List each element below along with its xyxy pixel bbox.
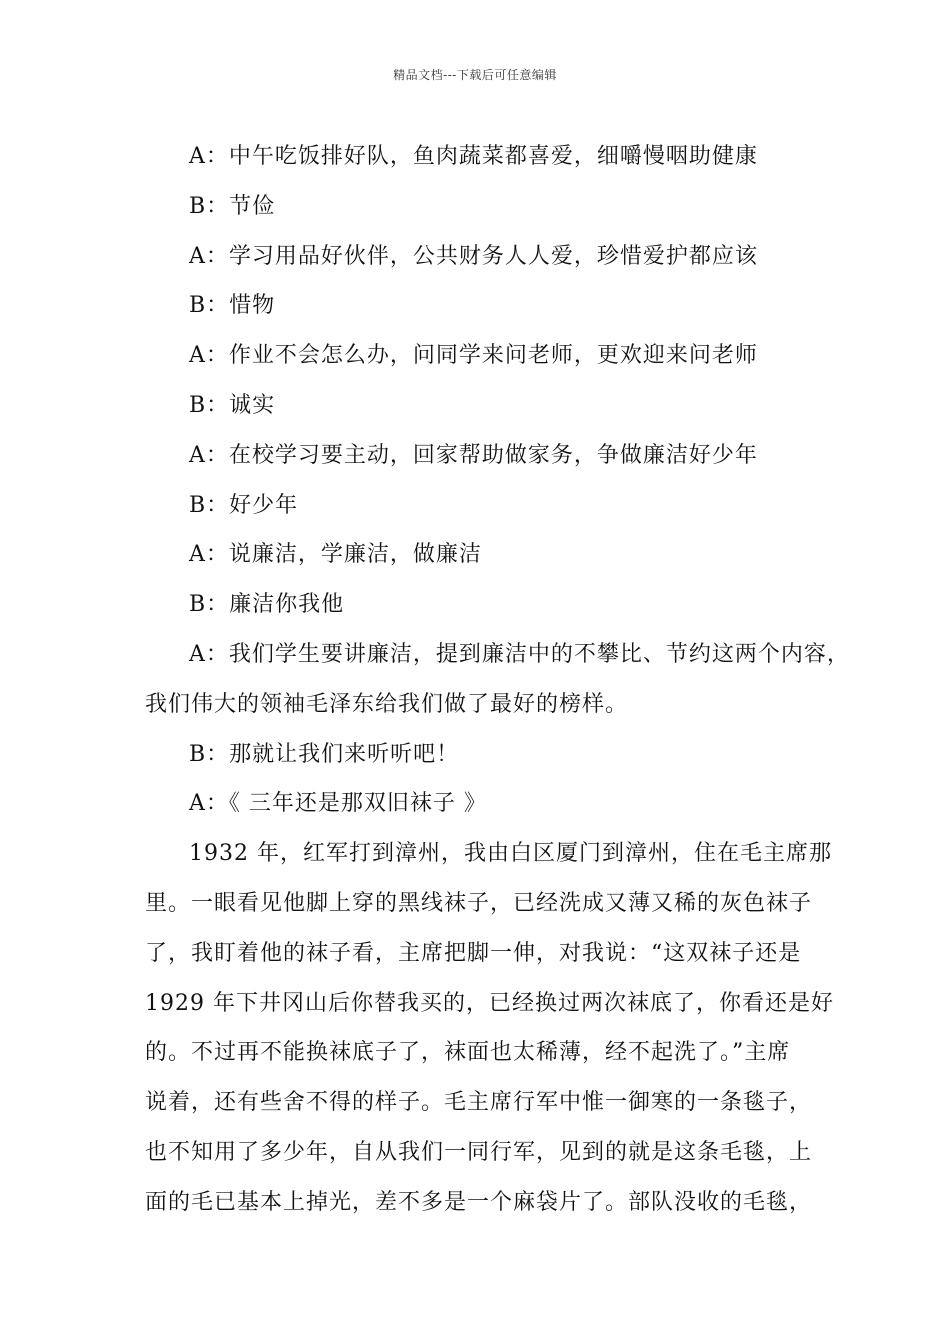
text-line: B：廉洁你我他 xyxy=(189,592,345,618)
text-line: A：作业不会怎么办，问同学来问老师，更欢迎来问老师 xyxy=(189,343,758,369)
text-line: A：《 三年还是那双旧袜子 》 xyxy=(189,791,487,817)
text-line: A：学习用品好伙伴，公共财务人人爱，珍惜爱护都应该 xyxy=(189,243,758,269)
text-line: 也不知用了多少年，自从我们一同行军，见到的就是这条毛毯，上 xyxy=(145,1139,813,1165)
text-line: 的。不过再不能换袜底子了，袜面也太稀薄，经不起洗了。”主席 xyxy=(145,1040,791,1066)
text-line: A：说廉洁，学廉洁，做廉洁 xyxy=(189,542,482,568)
text-line: B：那就让我们来听听吧！ xyxy=(189,741,460,767)
text-line: A：我们学生要讲廉洁，提到廉洁中的不攀比、节约这两个内容， xyxy=(189,641,850,667)
text-line: A：在校学习要主动，回家帮助做家务，争做廉洁好少年 xyxy=(189,442,758,468)
document-body xyxy=(145,132,850,1228)
page-header: 精品文档---下载后可任意编辑 xyxy=(393,68,557,82)
text-line: 面的毛已基本上掉光，差不多是一个麻袋片了。部队没收的毛毯， xyxy=(145,1189,813,1215)
text-line: 我们伟大的领袖毛泽东给我们做了最好的榜样。 xyxy=(145,691,629,717)
text-line: B：好少年 xyxy=(189,492,299,518)
text-line: 说着，还有些舍不得的样子。毛主席行军中惟一御寒的一条毯子， xyxy=(145,1090,813,1116)
text-line: B：惜物 xyxy=(189,293,276,319)
text-line: 里。一眼看见他脚上穿的黑线袜子，已经洗成又薄又稀的灰色袜子 xyxy=(145,890,813,916)
text-line: B：诚实 xyxy=(189,392,276,418)
text-line: 1929 年下井冈山后你替我买的，已经换过两次袜底了，你看还是好 xyxy=(145,990,834,1016)
text-line: 了，我盯着他的袜子看，主席把脚一伸，对我说：“这双袜子还是 xyxy=(145,940,802,966)
text-line: A：中午吃饭排好队，鱼肉蔬菜都喜爱，细嚼慢咽助健康 xyxy=(189,144,758,169)
text-line: B：节俭 xyxy=(189,193,276,219)
text-line: 1932 年，红军打到漳州，我由白区厦门到漳州，住在毛主席那 xyxy=(189,841,832,867)
